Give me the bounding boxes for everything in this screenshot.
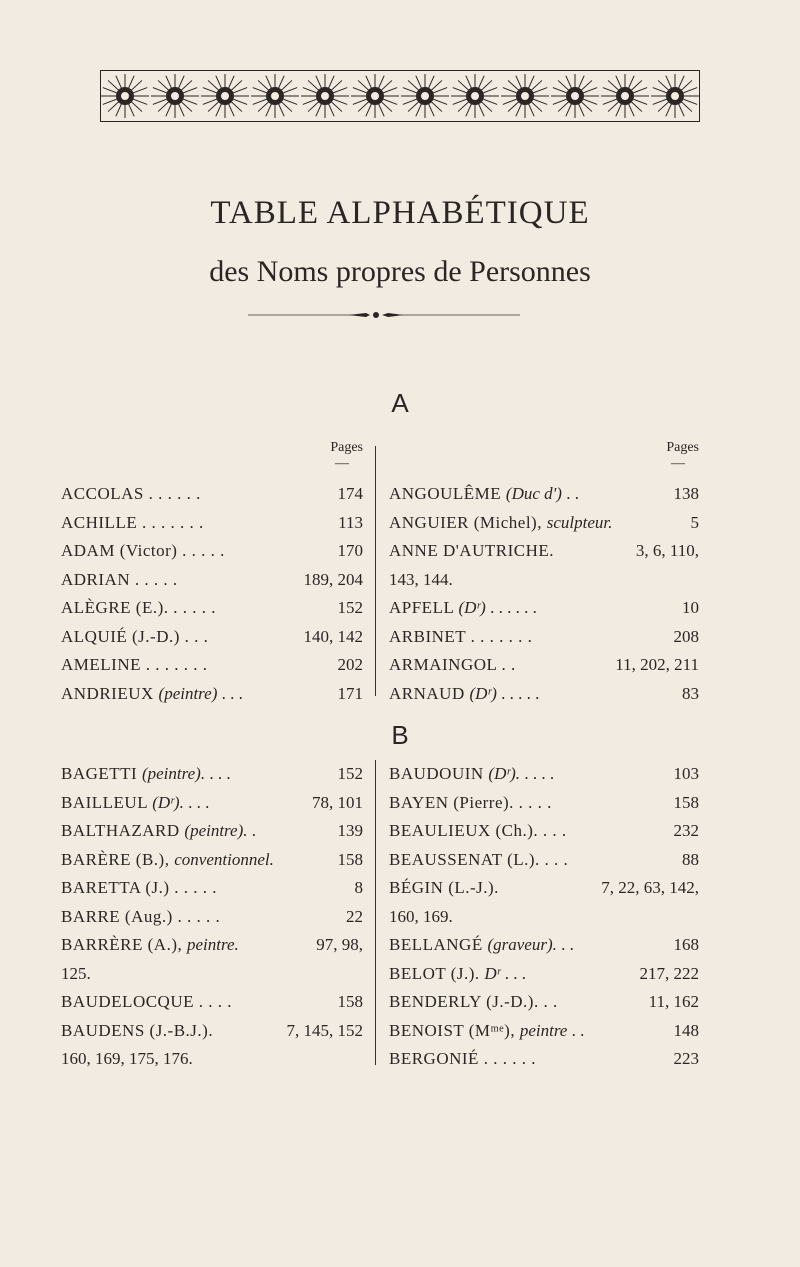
banner-motif	[451, 74, 499, 118]
entry-leader: . . .	[217, 683, 243, 703]
entry-pages: 7, 22, 63, 142,	[601, 878, 699, 897]
entry-pages: 170	[337, 541, 363, 560]
banner-motif	[301, 74, 349, 118]
entry-name: BAUDENS (J.-B.J.).	[61, 1020, 214, 1040]
entry-role: peintre	[519, 1020, 568, 1040]
entry-pages: 208	[673, 626, 699, 646]
ornament-divider	[248, 308, 520, 322]
entry-pages: 83	[682, 683, 699, 703]
banner-motif	[551, 74, 599, 118]
index-entry	[389, 680, 699, 709]
index-entry	[61, 480, 363, 509]
entry-name: BAILLEUL	[61, 792, 153, 812]
entry-pages: 158	[337, 849, 363, 869]
index-entry	[389, 623, 699, 652]
entry-pages: 171	[337, 683, 363, 703]
entry-name: BEAUSSENAT (L.). . . .	[389, 849, 569, 869]
entry-leader: . .	[561, 484, 579, 503]
entry-pages: 8	[354, 878, 363, 897]
index-entry	[389, 651, 699, 680]
entry-pages: 22	[346, 906, 363, 926]
index-entry	[389, 817, 699, 846]
entry-name: BAUDELOCQUE . . . .	[61, 992, 232, 1011]
entry-pages: 7, 145, 152	[286, 1020, 363, 1040]
index-entry	[61, 537, 363, 566]
section-a-right-column	[389, 440, 699, 708]
entry-name: BARÈRE (B.),	[61, 849, 175, 869]
index-entry	[389, 480, 699, 509]
entry-pages: 232	[673, 821, 699, 840]
entry-leader: . .	[556, 935, 574, 954]
entry-name: BELOT (J.).	[389, 963, 485, 983]
column-divider	[375, 760, 376, 1065]
entry-name: ANDRIEUX	[61, 683, 159, 703]
entry-role: (peintre).	[141, 764, 206, 783]
index-entry	[389, 874, 699, 903]
entry-name: BAUDOUIN	[389, 764, 489, 783]
entry-name: BALTHAZARD	[61, 821, 185, 840]
entry-continuation: 160, 169.	[389, 906, 453, 926]
entry-name: ADAM (Victor) . . . . .	[61, 541, 225, 560]
index-entry	[389, 1045, 699, 1074]
entry-name: BARRÈRE (A.),	[61, 935, 187, 954]
entry-name: BAYEN (Pierre). . . . .	[389, 792, 552, 812]
entry-leader: . . .	[500, 963, 526, 983]
index-entry	[61, 846, 363, 875]
entry-name: ANGUIER (Michel),	[389, 512, 547, 532]
entry-pages: 174	[337, 484, 363, 503]
banner-motif	[651, 74, 699, 118]
entry-pages: 11, 202, 211	[615, 655, 699, 674]
entry-pages: 158	[673, 792, 699, 812]
entry-name: ALQUIÉ (J.-D.) . . .	[61, 626, 209, 646]
index-entry	[61, 623, 363, 652]
entry-continuation: 125.	[61, 963, 91, 983]
entry-name: BENDERLY (J.-D.). . .	[389, 992, 558, 1011]
pages-header: Pages —	[666, 440, 699, 471]
index-entry	[61, 594, 363, 623]
entry-pages: 202	[337, 655, 363, 674]
entry-leader: . .	[567, 1020, 585, 1040]
entry-pages: 138	[673, 484, 699, 503]
banner-motif	[401, 74, 449, 118]
index-entry	[389, 1017, 699, 1046]
entry-name: BÉGIN (L.-J.).	[389, 878, 499, 897]
index-entry	[389, 789, 699, 818]
entry-name: ARMAINGOL . .	[389, 655, 516, 674]
section-letter-a: A	[391, 388, 409, 418]
entry-leader: . . . . .	[496, 683, 540, 703]
entry-pages: 139	[337, 821, 363, 840]
pages-header: Pages —	[330, 440, 363, 471]
banner-motif	[601, 74, 649, 118]
entry-name: APFELL	[389, 598, 459, 617]
entry-continuation: 160, 169, 175, 176.	[61, 1049, 193, 1068]
entry-name: BERGONIÉ . . . . . .	[389, 1049, 536, 1068]
index-entry	[61, 566, 363, 595]
entry-name: ANNE D'AUTRICHE.	[389, 541, 554, 560]
entry-leader: . . .	[183, 792, 210, 812]
entry-pages: 5	[690, 512, 699, 532]
entry-name: BEAULIEUX (Ch.). . . .	[389, 821, 567, 840]
index-entry	[61, 817, 363, 846]
index-entry	[61, 931, 363, 960]
entry-name: BARRE (Aug.) . . . . .	[61, 906, 221, 926]
entry-leader: .	[247, 821, 257, 840]
entry-pages: 11, 162	[648, 992, 699, 1011]
entry-role: (peintre)	[158, 683, 218, 703]
entry-name: BENOIST (Mᵐᵉ),	[389, 1020, 520, 1040]
banner-motif	[251, 74, 299, 118]
entry-role: Dʳ	[484, 963, 501, 983]
index-entry	[389, 846, 699, 875]
index-entry	[61, 874, 363, 903]
section-a-left-column	[61, 440, 363, 708]
index-entry	[389, 509, 699, 538]
entry-pages: 3, 6, 110,	[635, 541, 699, 560]
entry-name: BARETTA (J.) . . . . .	[61, 878, 218, 897]
entry-name: ALÈGRE (E.). . . . . .	[61, 598, 217, 617]
entry-pages: 152	[337, 764, 363, 783]
entry-role: conventionnel.	[174, 849, 274, 869]
section-b-left-column	[61, 760, 363, 1074]
index-entry	[389, 594, 699, 623]
index-entry	[61, 789, 363, 818]
entry-role: (Dʳ)	[469, 683, 497, 703]
entry-leader: . . .	[205, 764, 231, 783]
entry-pages: 223	[673, 1049, 699, 1068]
entry-pages: 140, 142	[303, 626, 363, 646]
entry-pages: 189, 204	[303, 569, 363, 589]
entry-role: (Dʳ)	[458, 598, 486, 617]
entry-pages: 103	[673, 764, 699, 783]
entry-role: sculpteur.	[546, 512, 613, 532]
entry-pages: 217, 222	[639, 963, 699, 983]
entry-leader: . . . .	[520, 764, 555, 783]
entry-leader: . . . . . .	[485, 598, 537, 617]
section-b-right-column	[389, 760, 699, 1074]
entry-pages: 148	[673, 1020, 699, 1040]
entry-pages: 78, 101	[312, 792, 363, 812]
entry-name: BELLANGÉ	[389, 935, 488, 954]
page-title: TABLE ALPHABÉTIQUE	[210, 195, 590, 231]
page-subtitle: des Noms propres de Personnes	[209, 255, 591, 288]
entry-name: ARBINET . . . . . . .	[389, 626, 533, 646]
entry-name: ACCOLAS . . . . . .	[61, 484, 201, 503]
entry-role: (Duc d')	[505, 484, 562, 503]
column-divider	[375, 446, 376, 696]
entry-name: BAGETTI	[61, 764, 142, 783]
index-entry	[389, 760, 699, 789]
entry-pages: 10	[682, 598, 699, 617]
index-entry	[61, 988, 363, 1017]
index-entry	[389, 960, 699, 989]
entry-name: ACHILLE . . . . . . .	[61, 512, 204, 532]
entry-name: ANGOULÊME	[389, 484, 506, 503]
index-entry	[61, 903, 363, 932]
section-letter-b: B	[391, 720, 409, 750]
index-entry	[389, 931, 699, 960]
banner-motif	[501, 74, 549, 118]
entry-pages: 168	[673, 935, 699, 954]
entry-pages: 152	[337, 598, 363, 617]
index-entry	[61, 760, 363, 789]
entry-pages: 158	[337, 992, 363, 1011]
index-entry	[389, 537, 699, 566]
banner-motif	[351, 74, 399, 118]
banner-motif	[151, 74, 199, 118]
index-entry	[389, 988, 699, 1017]
entry-pages: 88	[682, 849, 699, 869]
banner-motif	[201, 74, 249, 118]
entry-continuation: 143, 144.	[389, 569, 453, 589]
entry-name: ADRIAN . . . . .	[61, 569, 178, 589]
decorative-banner	[100, 70, 700, 122]
entry-role: peintre.	[187, 935, 239, 954]
entry-role: (peintre).	[184, 821, 248, 840]
banner-motif	[101, 74, 149, 118]
index-entry	[61, 509, 363, 538]
entry-pages: 97, 98,	[316, 935, 363, 954]
entry-name: ARNAUD	[389, 683, 470, 703]
entry-role: (Dʳ).	[488, 764, 521, 783]
index-entry	[61, 651, 363, 680]
index-entry	[61, 680, 363, 709]
entry-pages: 113	[338, 512, 363, 532]
entry-role: (Dʳ).	[152, 792, 184, 812]
entry-name: AMELINE . . . . . . .	[61, 655, 208, 674]
index-entry	[61, 1017, 363, 1046]
entry-role: (graveur).	[487, 935, 557, 954]
